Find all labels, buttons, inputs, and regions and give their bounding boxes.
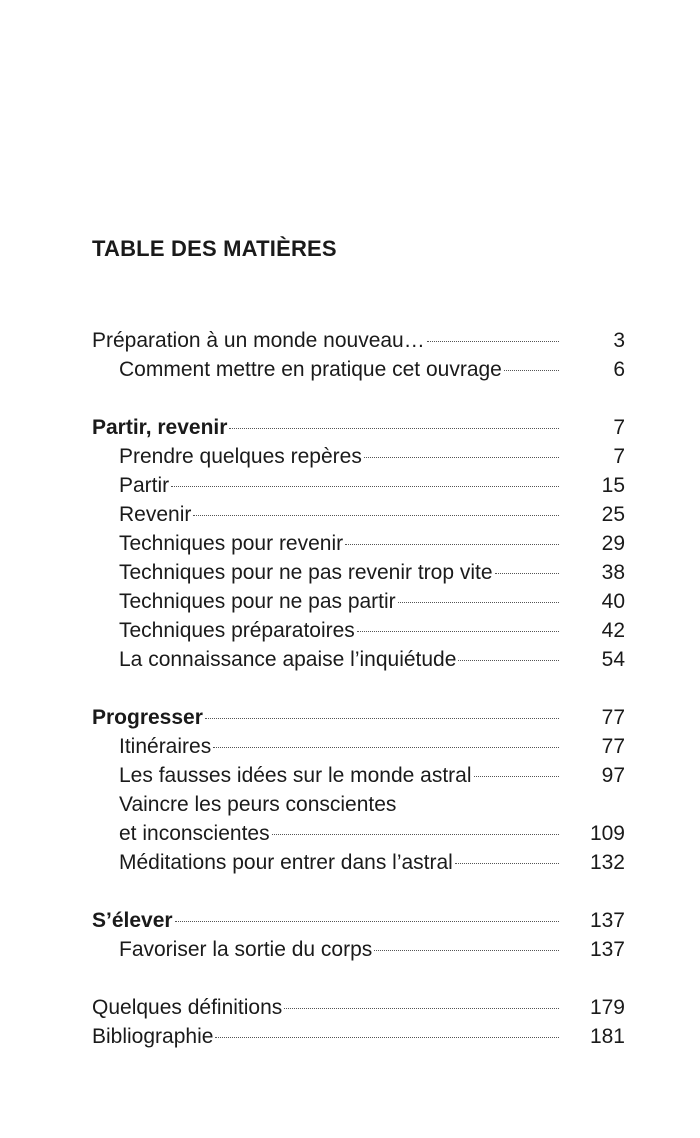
toc-entry-label: Itinéraires <box>119 735 212 758</box>
toc-entry[interactable] <box>92 935 625 964</box>
toc-page-number: 54 <box>601 648 625 671</box>
toc-entry-label: Quelques définitions <box>92 996 283 1019</box>
toc-entry[interactable] <box>92 993 625 1022</box>
leader-dots <box>357 631 559 632</box>
toc-entry-label: Partir <box>119 474 170 497</box>
page-title: TABLE DES MATIÈRES <box>92 236 337 261</box>
leader-dots <box>193 515 559 516</box>
toc-page-number: 97 <box>601 764 625 787</box>
toc-section-heading[interactable] <box>92 703 625 732</box>
toc-entry-label: Techniques pour ne pas revenir trop vite <box>119 561 493 584</box>
leader-dots <box>213 747 559 748</box>
toc-page-number: 29 <box>601 532 625 555</box>
leader-dots <box>374 950 559 951</box>
leader-dots <box>495 573 559 574</box>
toc-entry-label-continued: et inconscientes <box>119 822 270 845</box>
toc-entry[interactable] <box>92 616 625 645</box>
toc-entry-label: Techniques préparatoires <box>119 619 355 642</box>
toc-entry-label: Techniques pour revenir <box>119 532 344 555</box>
toc-entry-label: Comment mettre en pratique cet ouvrage <box>119 358 502 381</box>
toc-section-heading[interactable] <box>92 906 625 935</box>
leader-dots <box>215 1037 559 1038</box>
leader-dots <box>345 544 559 545</box>
toc-entry[interactable] <box>92 587 625 616</box>
toc-page-number: 77 <box>601 735 625 758</box>
toc-entry-label: Méditations pour entrer dans l’astral <box>119 851 453 874</box>
leader-dots <box>272 834 559 835</box>
toc-page-number: 38 <box>601 561 625 584</box>
toc-entry-label: Vaincre les peurs conscientes <box>119 793 397 816</box>
leader-dots <box>175 921 559 922</box>
toc-entry[interactable] <box>92 848 625 877</box>
leader-dots <box>229 428 559 429</box>
toc-entry-label: Les fausses idées sur le monde astral <box>119 764 472 787</box>
toc-section-heading[interactable] <box>92 413 625 442</box>
toc-entry-line2[interactable] <box>92 819 625 848</box>
toc-entry[interactable] <box>92 500 625 529</box>
leader-dots <box>284 1008 559 1009</box>
leader-dots <box>171 486 559 487</box>
toc-entry-label: Bibliographie <box>92 1025 214 1048</box>
toc-page-number: 137 <box>589 938 625 961</box>
toc-entry-label: Revenir <box>119 503 192 526</box>
leader-dots <box>474 776 559 777</box>
toc-page-number: 109 <box>589 822 625 845</box>
toc-page-number: 42 <box>601 619 625 642</box>
toc-entry-label: Favoriser la sortie du corps <box>119 938 373 961</box>
toc-page-number: 181 <box>589 1025 625 1048</box>
toc-page-number: 15 <box>601 474 625 497</box>
toc-entry-line1[interactable] <box>92 790 625 819</box>
leader-dots <box>398 602 559 603</box>
toc-entry-label: S’élever <box>92 909 173 932</box>
toc-entry-label: Prendre quelques repères <box>119 445 362 468</box>
toc-page-number: 25 <box>601 503 625 526</box>
toc-entry[interactable] <box>92 471 625 500</box>
toc-page-number: 7 <box>613 445 625 468</box>
toc-entry-label: Techniques pour ne pas partir <box>119 590 396 613</box>
leader-dots <box>458 660 559 661</box>
toc-entry-label: Préparation à un monde nouveau… <box>92 329 425 352</box>
toc-entry[interactable] <box>92 442 625 471</box>
table-of-contents <box>92 326 625 1051</box>
toc-page-number: 179 <box>589 996 625 1019</box>
toc-page-number: 7 <box>613 416 625 439</box>
toc-page-number: 77 <box>601 706 625 729</box>
toc-entry-label: Progresser <box>92 706 203 729</box>
toc-page-number: 137 <box>589 909 625 932</box>
leader-dots <box>427 341 559 342</box>
toc-entry[interactable] <box>92 558 625 587</box>
toc-entry[interactable] <box>92 355 625 384</box>
toc-entry[interactable] <box>92 529 625 558</box>
leader-dots <box>504 370 559 371</box>
toc-entry-label: Partir, revenir <box>92 416 228 439</box>
toc-entry[interactable] <box>92 761 625 790</box>
leader-dots <box>205 718 559 719</box>
toc-entry[interactable] <box>92 645 625 674</box>
toc-entry[interactable] <box>92 732 625 761</box>
toc-entry[interactable] <box>92 1022 625 1051</box>
toc-page-number: 3 <box>613 329 625 352</box>
toc-page-number: 6 <box>613 358 625 381</box>
toc-page-number: 40 <box>601 590 625 613</box>
toc-entry[interactable] <box>92 326 625 355</box>
toc-page-number: 132 <box>589 851 625 874</box>
leader-dots <box>455 863 559 864</box>
leader-dots <box>364 457 559 458</box>
toc-entry-label: La connaissance apaise l’inquiétude <box>119 648 457 671</box>
